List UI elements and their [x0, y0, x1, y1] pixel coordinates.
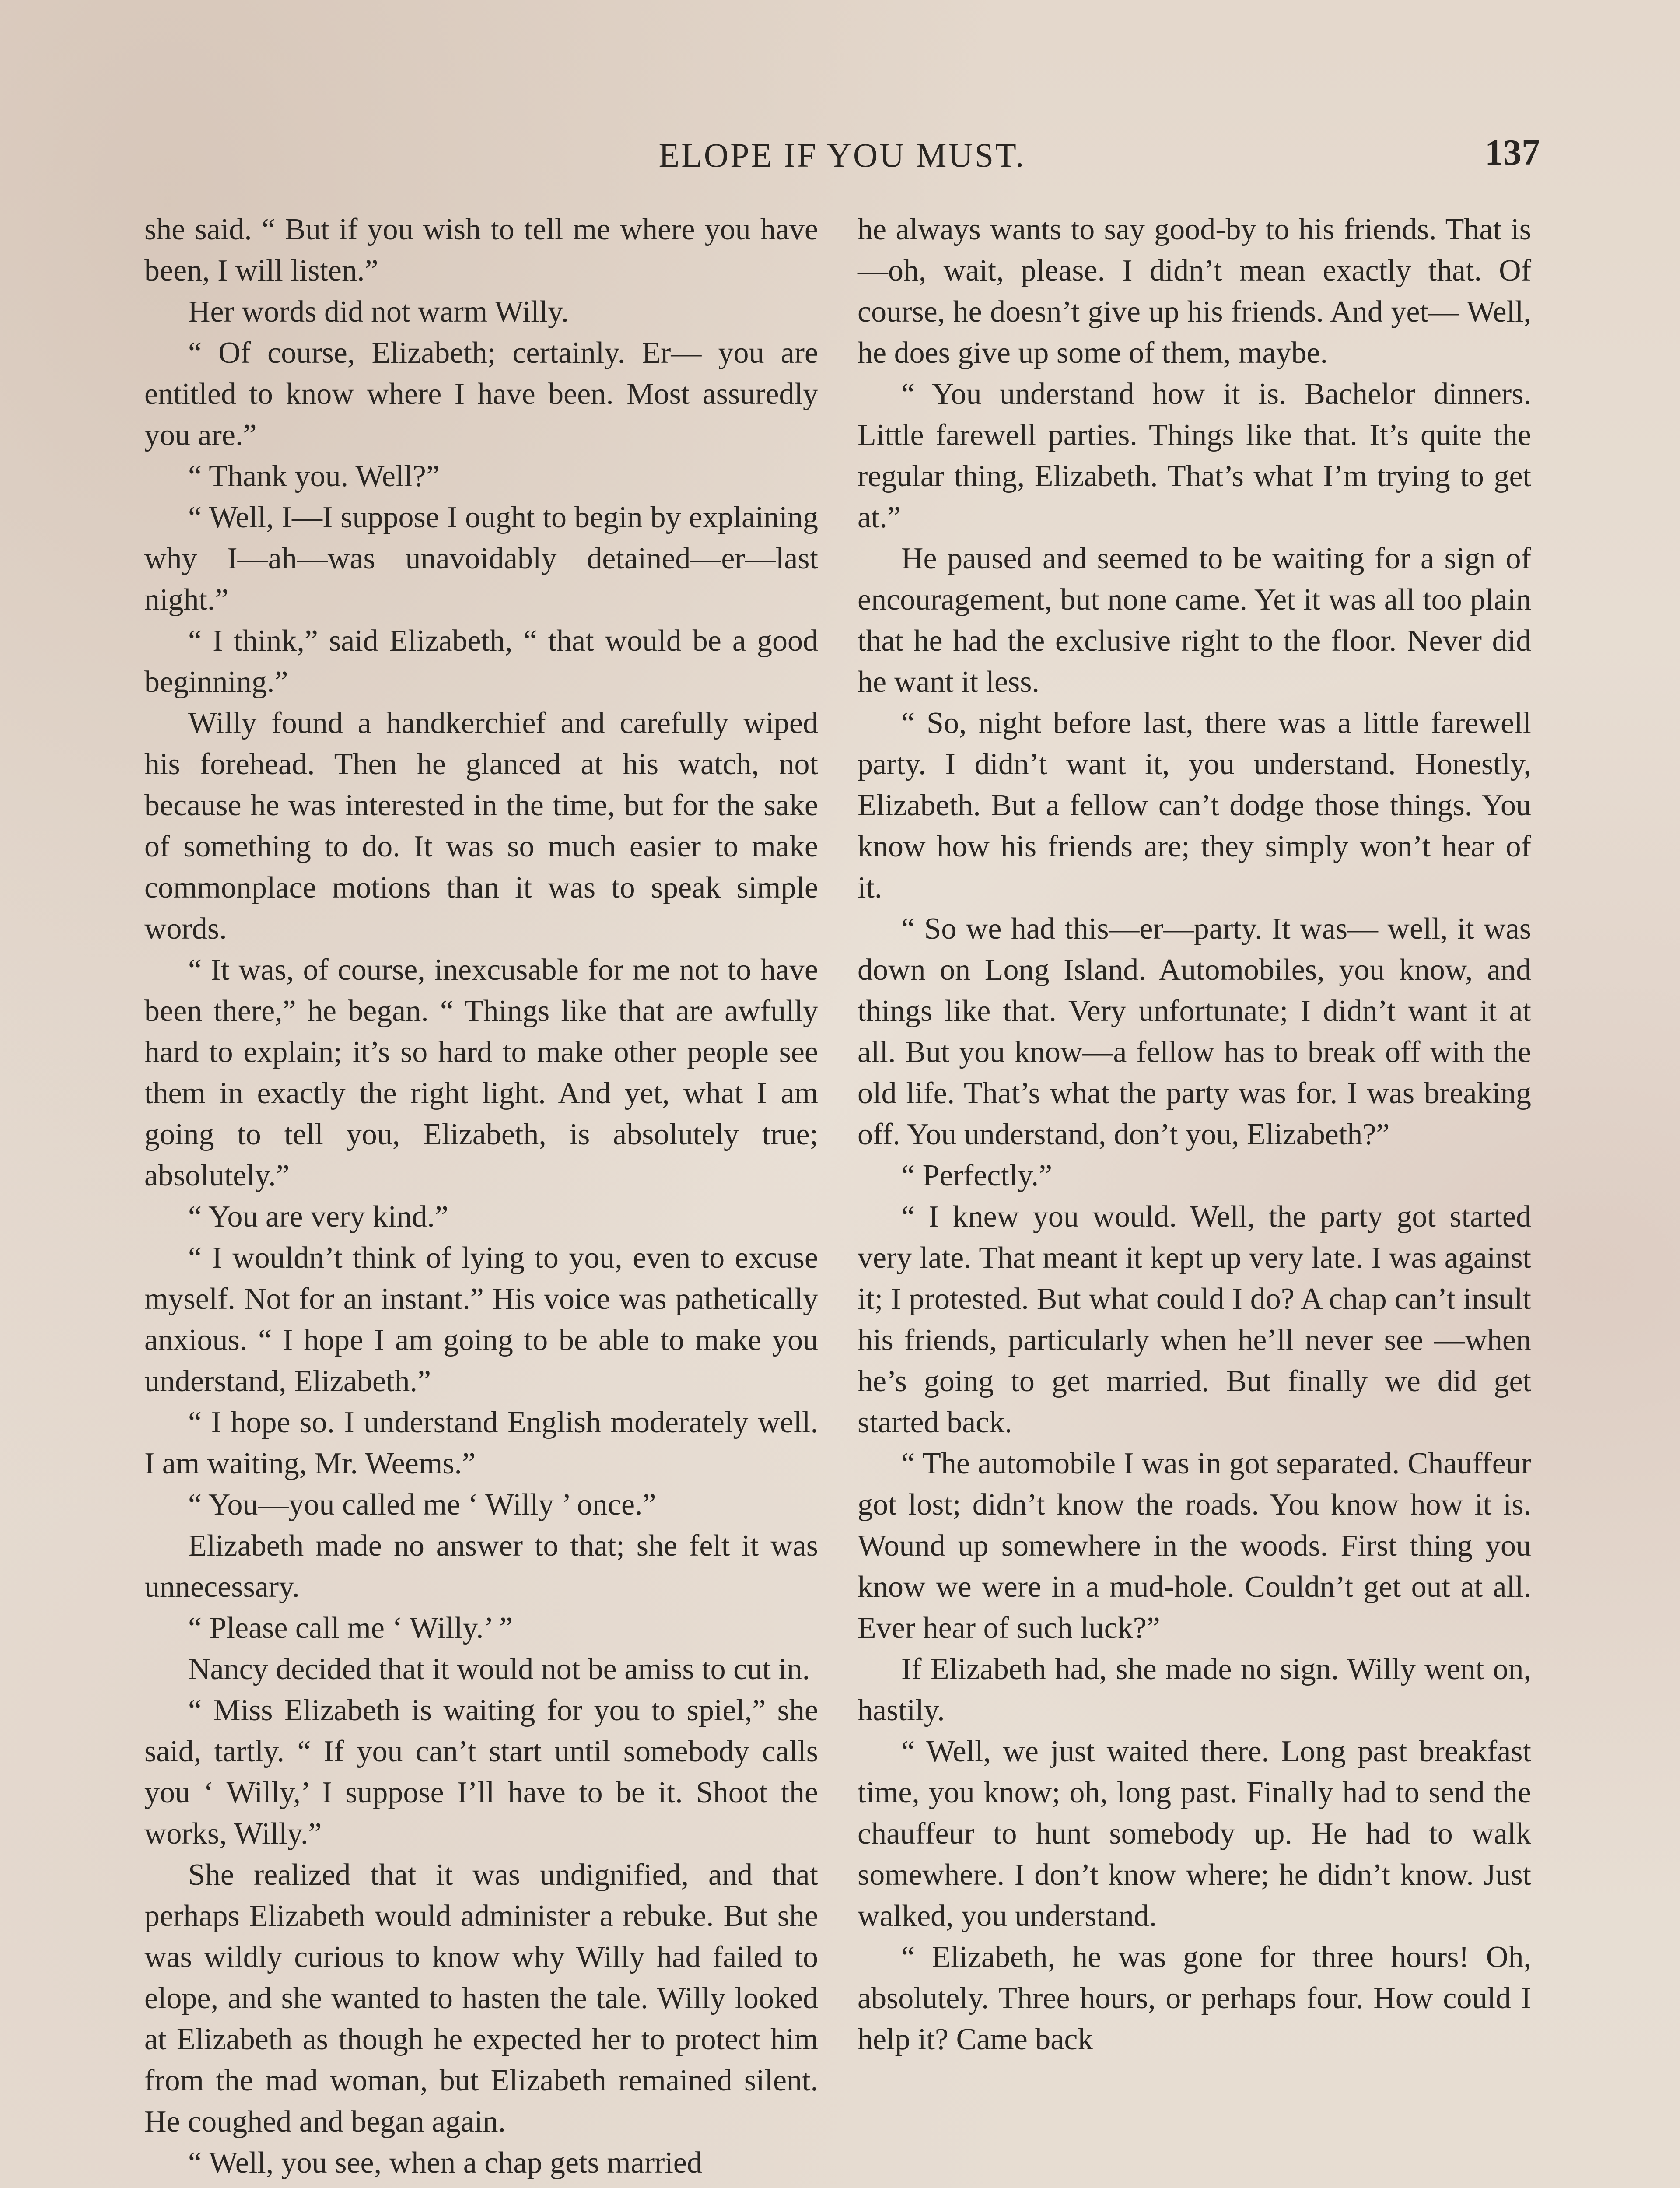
paragraph: “ The automobile I was in got separated. Chauffeur got lost; didn’t know the roads. You know how it is. Wound up somewhere in the woods. First thing you know we were in a mud-hole. Couldn’t get out at all. Ever hear of such luck?”	[858, 1447, 1531, 1645]
paragraph: “ Of course, Elizabeth; certainly. Er— you are entitled to know where I have been. Most assuredly you are.”	[144, 336, 818, 452]
paragraph: Willy found a handkerchief and carefully wiped his forehead. Then he glanced at his watch, not because he was interested in the time, but for the sake of something to do. It was so much easier to make commonplace motions than it was to speak simple words.	[144, 706, 818, 946]
paragraph: Her words did not warm Willy.	[188, 295, 569, 329]
paragraph: “ Elizabeth, he was gone for three hours! Oh, absolutely. Three hours, or perhaps four. How could I help it? Came back	[858, 1940, 1531, 2056]
paragraph: She realized that it was undignified, and that perhaps Elizabeth would administer a rebuke. But she was wildly curious to know why Willy had failed to elope, and she wanted to hasten the tale. Willy looked at Elizabeth as though he expected her to protect him from the mad woman, but Elizabeth remained silent. He coughed and began again.	[144, 1858, 818, 2139]
paragraph: Elizabeth made no answer to that; she felt it was unnecessary.	[144, 1529, 818, 1604]
paragraph: “ I wouldn’t think of lying to you, even to excuse myself. Not for an instant.” His voice was pathetically anxious. “ I hope I am going to be able to make you understand, Elizabeth.”	[144, 1241, 818, 1398]
paragraph: “ I knew you would. Well, the party got started very late. That meant it kept up very late. I was against it; I protested. But what could I do? A chap can’t insult his friends, particularly when he’ll never see —when he’s going to get married. But finally we did get started back.	[858, 1200, 1531, 1439]
paragraph: “ You—you called me ‘ Willy ’ once.”	[188, 1488, 656, 1522]
paragraph: He paused and seemed to be waiting for a sign of encouragement, but none came. Yet it was all too plain that he had the exclusive right to the floor. Never did he want it less.	[858, 542, 1531, 699]
paragraph: “ It was, of course, inexcusable for me not to have been there,” he began. “ Things like that are awfully hard to explain; it’s so hard to make other people see them in exactly the right light. And yet, what I am going to tell you, Elizabeth, is absolutely true; absolutely.”	[144, 953, 818, 1192]
paragraph: “ You are very kind.”	[188, 1200, 448, 1234]
page-number: 137	[1485, 132, 1540, 173]
paragraph: “ You understand how it is. Bachelor dinners. Little farewell parties. Things like that. It’s quite the regular thing, Elizabeth. That’s what I’m trying to get at.”	[858, 377, 1531, 534]
paragraph: “ Well, we just waited there. Long past breakfast time, you know; oh, long past. Finally had to send the chauffeur to hunt somebody up. He had to walk somewhere. I don’t know where; he didn’t know. Just walked, you understand.	[858, 1735, 1531, 1933]
paragraph: “ Well, I—I suppose I ought to begin by explaining why I—ah—was unavoidably detained—er—last night.”	[144, 501, 818, 617]
paragraph: “ I think,” said Elizabeth, “ that would be a good beginning.”	[144, 624, 818, 699]
paragraph: “ So, night before last, there was a little farewell party. I didn’t want it, you understand. Honestly, Elizabeth. But a fellow can’t dodge those things. You know how his friends are; they simply won’t hear of it.	[858, 706, 1531, 905]
paragraph: “ Miss Elizabeth is waiting for you to spiel,” she said, tartly. “ If you can’t start until somebody calls you ‘ Willy,’ I suppose I’ll have to be it. Shoot the works, Willy.”	[144, 1694, 818, 1851]
paragraph: “ Well, you see, when a chap gets married	[188, 2146, 702, 2180]
paragraph: If Elizabeth had, she made no sign. Willy went on, hastily.	[858, 1652, 1531, 1727]
paragraph: “ Please call me ‘ Willy.’ ”	[188, 1611, 513, 1645]
paragraph: he always wants to say good-by to his friends. That is—oh, wait, please. I didn’t mean exactly that. Of course, he doesn’t give up his friends. And yet— Well, he does give up some of them, maybe.	[858, 213, 1531, 370]
running-title: ELOPE IF YOU MUST.	[658, 136, 1026, 174]
paragraph: “ So we had this—er—party. It was— well, it was down on Long Island. Automobiles, you know, and things like that. Very unfortunate; I didn’t want it at all. But you know—a fellow has to break off with the old life. That’s what the party was for. I was breaking off. You understand, don’t you, Elizabeth?”	[858, 912, 1531, 1151]
page-header	[144, 131, 1540, 184]
paragraph: “ I hope so. I understand English moderately well. I am waiting, Mr. Weems.”	[144, 1406, 818, 1480]
left-column	[144, 209, 818, 2184]
paragraph: “ Thank you. Well?”	[188, 459, 440, 493]
paragraph: she said. “ But if you wish to tell me where you have been, I will listen.”	[144, 213, 818, 288]
paragraph: “ Perfectly.”	[901, 1159, 1053, 1192]
right-column	[858, 209, 1531, 2060]
paragraph: Nancy decided that it would not be amiss to cut in.	[188, 1652, 810, 1686]
